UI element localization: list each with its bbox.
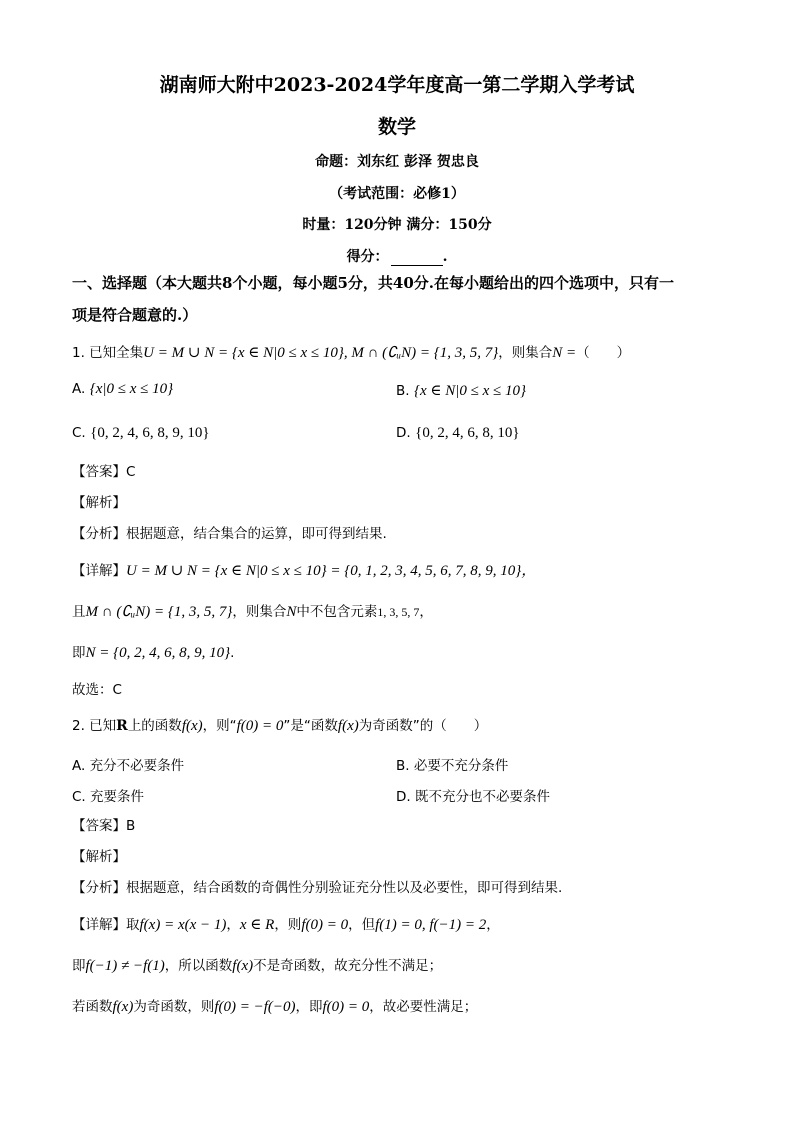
option-label: C. [72, 789, 86, 805]
text-run: 即 [72, 958, 86, 974]
score-tail: . [442, 249, 448, 265]
fenxi-text: 根据题意，结合集合的运算，即可得到结果. [126, 526, 387, 542]
math-run: M ∩ (∁ᵤN) = {1, 3, 5, 7} [85, 604, 233, 620]
text-run: ，则 [274, 917, 302, 933]
text-run: 中不包含元素 [296, 604, 378, 620]
section-heading-line2: 项是符合题意的.） [72, 306, 198, 324]
option-text: 必要不充分条件 [413, 758, 509, 774]
q2-xiangjie [72, 915, 500, 935]
q1-stem [72, 343, 630, 363]
q1-analysis-tag: 【解析】 [72, 495, 126, 511]
text-run: ，但 [348, 917, 376, 933]
option-text: {0, 2, 4, 6, 8, 10} [415, 425, 520, 441]
fenxi-text: 根据题意，结合函数的奇偶性分别验证充分性以及必要性，即可得到结果. [126, 880, 563, 896]
option-text: 既不充分也不必要条件 [414, 789, 550, 805]
fenxi-tag: 【分析】 [72, 880, 126, 896]
text-run: ， [419, 604, 433, 620]
option-label: B. [396, 383, 410, 399]
text-run: ，故必要性满足； [369, 999, 478, 1015]
q1-conclusion: 故选：C [72, 682, 122, 698]
option-text: {x|0 ≤ x ≤ 10} [89, 381, 174, 397]
text-run: 且 [72, 604, 86, 620]
answer-value: C [126, 464, 136, 480]
text-run: 为奇函数，则 [133, 999, 215, 1015]
option-label: B. [396, 758, 410, 774]
q2-fenxi [72, 878, 562, 898]
math-run: f(x) = x(x − 1) [139, 917, 227, 933]
q1-fenxi [72, 524, 387, 544]
option-label: D. [396, 425, 411, 441]
q1-line3 [72, 643, 234, 663]
option-label: A. [72, 758, 86, 774]
q2-stem [72, 716, 487, 736]
math-run: f(x) [232, 958, 254, 974]
text-run: ，所以函数 [164, 958, 233, 974]
q2-option-c [72, 785, 144, 805]
math-run: x ∈ R [239, 917, 275, 933]
score-label: 得分： [346, 249, 389, 265]
math-run: R [116, 718, 128, 734]
q2-option-a [72, 754, 184, 774]
option-label: D. [396, 789, 411, 805]
q1-line2 [72, 602, 433, 622]
exam-time-score: 时量：120分钟 满分：150分 [302, 217, 492, 233]
exam-subject: 数学 [377, 116, 416, 138]
q2-answer [72, 816, 135, 836]
q1-option-c [72, 425, 210, 442]
text-run: 2. 已知 [72, 718, 117, 734]
option-text: 充分不必要条件 [89, 758, 185, 774]
text-run: 即 [72, 645, 86, 661]
q2-analysis-tag: 【解析】 [72, 849, 126, 865]
option-label: C. [72, 425, 86, 441]
text-run: 若函数 [72, 999, 113, 1015]
text-run: 上的函数 [127, 718, 182, 734]
math-run: f(0) = 0 [322, 999, 370, 1015]
q1-stem-prefix: 1. 已知全集 [72, 345, 144, 361]
text-run: 为奇函数”的（ ） [358, 718, 488, 734]
text-run: ，则集合 [232, 604, 287, 620]
answer-tag: 【答案】 [72, 464, 126, 480]
q1-option-d [396, 425, 520, 442]
text-run: ，即 [295, 999, 323, 1015]
q1-option-b [396, 381, 526, 400]
math-run: f(0) = −f(−0) [214, 999, 296, 1015]
q2-option-b [396, 754, 508, 774]
math-run: f(x) [337, 718, 359, 734]
option-text: {x ∈ N|0 ≤ x ≤ 10} [414, 383, 527, 399]
math-run: 1, 3, 5, 7 [377, 605, 420, 619]
answer-value: B [126, 818, 136, 834]
math-run: f(0) = 0 [236, 718, 284, 734]
math-run: N [286, 604, 297, 620]
q2-line3 [72, 997, 477, 1017]
math-run: N = {0, 2, 4, 6, 8, 9, 10} [85, 645, 231, 661]
math-run: f(1) = 0, f(−1) = 2 [375, 917, 487, 933]
math-run: f(0) = 0 [301, 917, 349, 933]
math-run: f(−1) ≠ −f(1) [85, 958, 165, 974]
score-blank [391, 251, 443, 266]
fenxi-tag: 【分析】 [72, 526, 126, 542]
xiangjie-tag: 【详解】 [72, 917, 126, 933]
option-text: 充要条件 [90, 789, 145, 805]
xiangjie-math: U = M ∪ N = {x ∈ N|0 ≤ x ≤ 10} = {0, 1, 2, 3, 4, 5, 6, 7, 8, 9, 10}， [126, 563, 537, 579]
score-field [0, 246, 794, 266]
q2-line2 [72, 956, 442, 976]
q1-xiangjie [72, 561, 536, 581]
q1-stem-var: N = [552, 345, 577, 361]
text-run: ”是“函数 [283, 718, 338, 734]
exam-authors: 命题：刘东红 彭泽 贺忠良 [315, 154, 479, 170]
q1-stem-math: U = M ∪ N = {x ∈ N|0 ≤ x ≤ 10}, M ∩ (∁ᵤN) = {1, 3, 5, 7} [143, 345, 499, 361]
text-run: ， [486, 917, 500, 933]
math-run: f(x) [181, 718, 203, 734]
exam-scope: （考试范围：必修1） [329, 186, 465, 202]
text-run: 不是奇函数，故充分性不满足； [253, 958, 443, 974]
q1-stem-paren: （ ） [576, 345, 631, 361]
option-label: A. [72, 381, 86, 397]
text-run: ， [226, 917, 240, 933]
q1-stem-suffix: ，则集合 [498, 345, 553, 361]
q1-answer [72, 462, 135, 482]
section-heading-line1: 一、选择题（本大题共8个小题，每小题5分，共40分.在每小题给出的四个选项中，只有一 [72, 274, 674, 292]
math-run: f(x) [112, 999, 134, 1015]
exam-title: 湖南师大附中2023-2024学年度高一第二学期入学考试 [159, 74, 635, 96]
xiangjie-tag: 【详解】 [72, 563, 126, 579]
text-run: 取 [126, 917, 140, 933]
text-run: ，则“ [202, 718, 237, 734]
text-run: . [230, 645, 235, 661]
option-text: {0, 2, 4, 6, 8, 9, 10} [90, 425, 210, 441]
answer-tag: 【答案】 [72, 818, 126, 834]
q2-option-d [396, 785, 550, 805]
q1-option-a [72, 381, 173, 398]
